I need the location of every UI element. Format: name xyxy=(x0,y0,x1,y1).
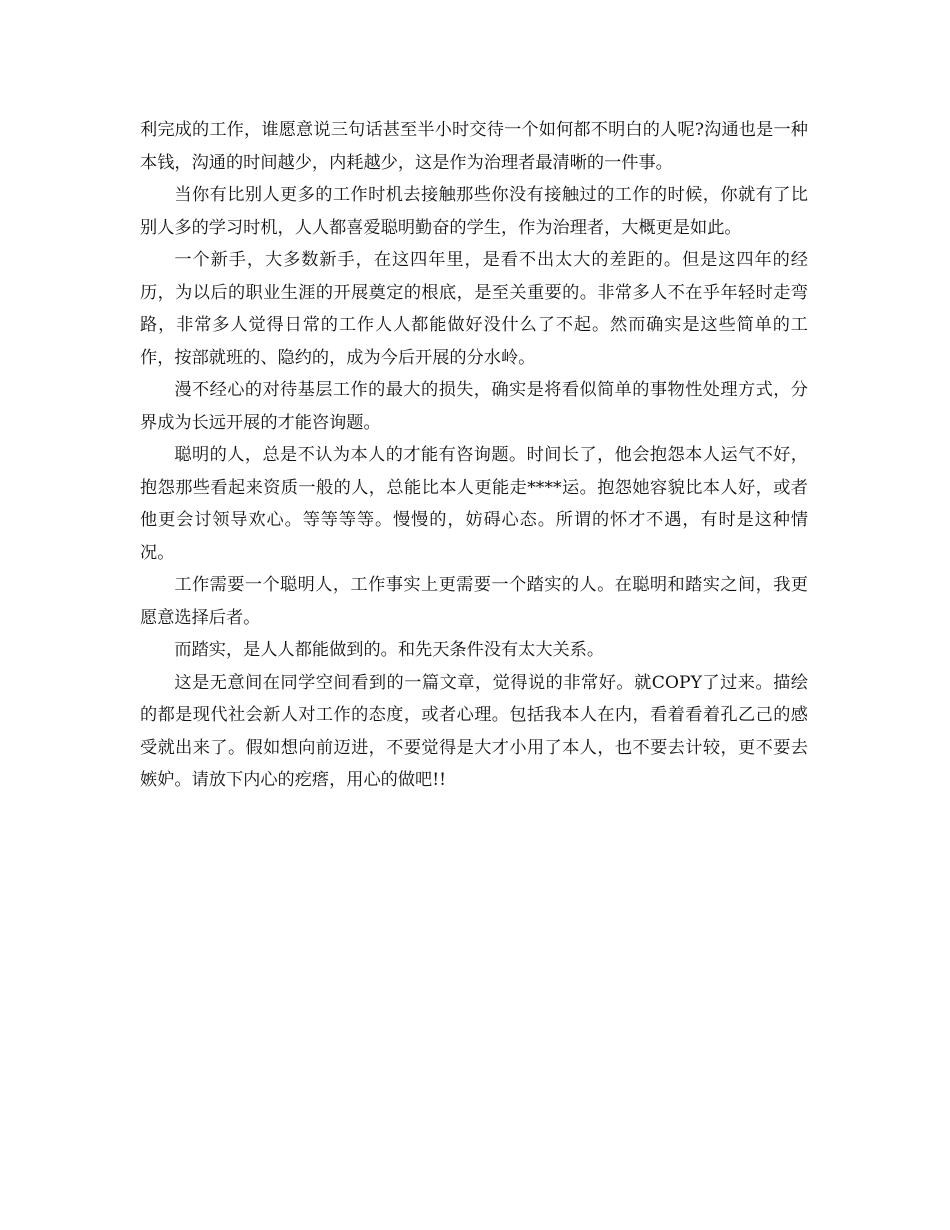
paragraph-1: 利完成的工作，谁愿意说三句话甚至半小时交待一个如何都不明白的人呢?沟通也是一种本钱，沟通的时间越少，内耗越少，这是作为治理者最清晰的一件事。 xyxy=(140,120,808,173)
paragraph-7: 而踏实，是人人都能做到的。和先天条件没有太大关系。 xyxy=(174,640,605,660)
paragraph-3: 一个新手，大多数新手，在这四年里，是看不出太大的差距的。但是这四年的经历，为以后的职业生涯的开展奠定的根底，是至关重要的。非常多人不在乎年轻时走弯路，非常多人觉得日常的工作人人都能做好没什么了不起。然而确实是这些简单的工作，按部就班的、隐约的，成为今后开展的分水岭。 xyxy=(140,250,808,368)
paragraph-5: 聪明的人，总是不认为本人的才能有咨询题。时间长了，他会抱怨本人运气不好，抱怨那些看起来资质一般的人，总能比本人更能走****运。抱怨她容貌比本人好，或者他更会讨领导欢心。等等等等。慢慢的，妨碍心态。所谓的怀才不遇，有时是这种情况。 xyxy=(140,445,808,563)
paragraph-8: 这是无意间在同学空间看到的一篇文章，觉得说的非常好。就COPY了过来。描绘的都是现代社会新人对工作的态度，或者心理。包括我本人在内，看着看着孔乙己的感受就出来了。假如想向前迈进，不要觉得是大才小用了本人，也不要去计较，更不要去嫉妒。请放下内心的疙瘩，用心的做吧!! xyxy=(140,672,808,790)
document-body xyxy=(140,114,808,797)
paragraph-2: 当你有比别人更多的工作时机去接触那些你没有接触过的工作的时候，你就有了比别人多的学习时机，人人都喜爱聪明勤奋的学生，作为治理者，大概更是如此。 xyxy=(140,185,808,238)
paragraph-4: 漫不经心的对待基层工作的最大的损失，确实是将看似简单的事物性处理方式，分界成为长远开展的才能咨询题。 xyxy=(140,380,808,433)
paragraph-6: 工作需要一个聪明人，工作事实上更需要一个踏实的人。在聪明和踏实之间，我更愿意选择后者。 xyxy=(140,575,808,628)
